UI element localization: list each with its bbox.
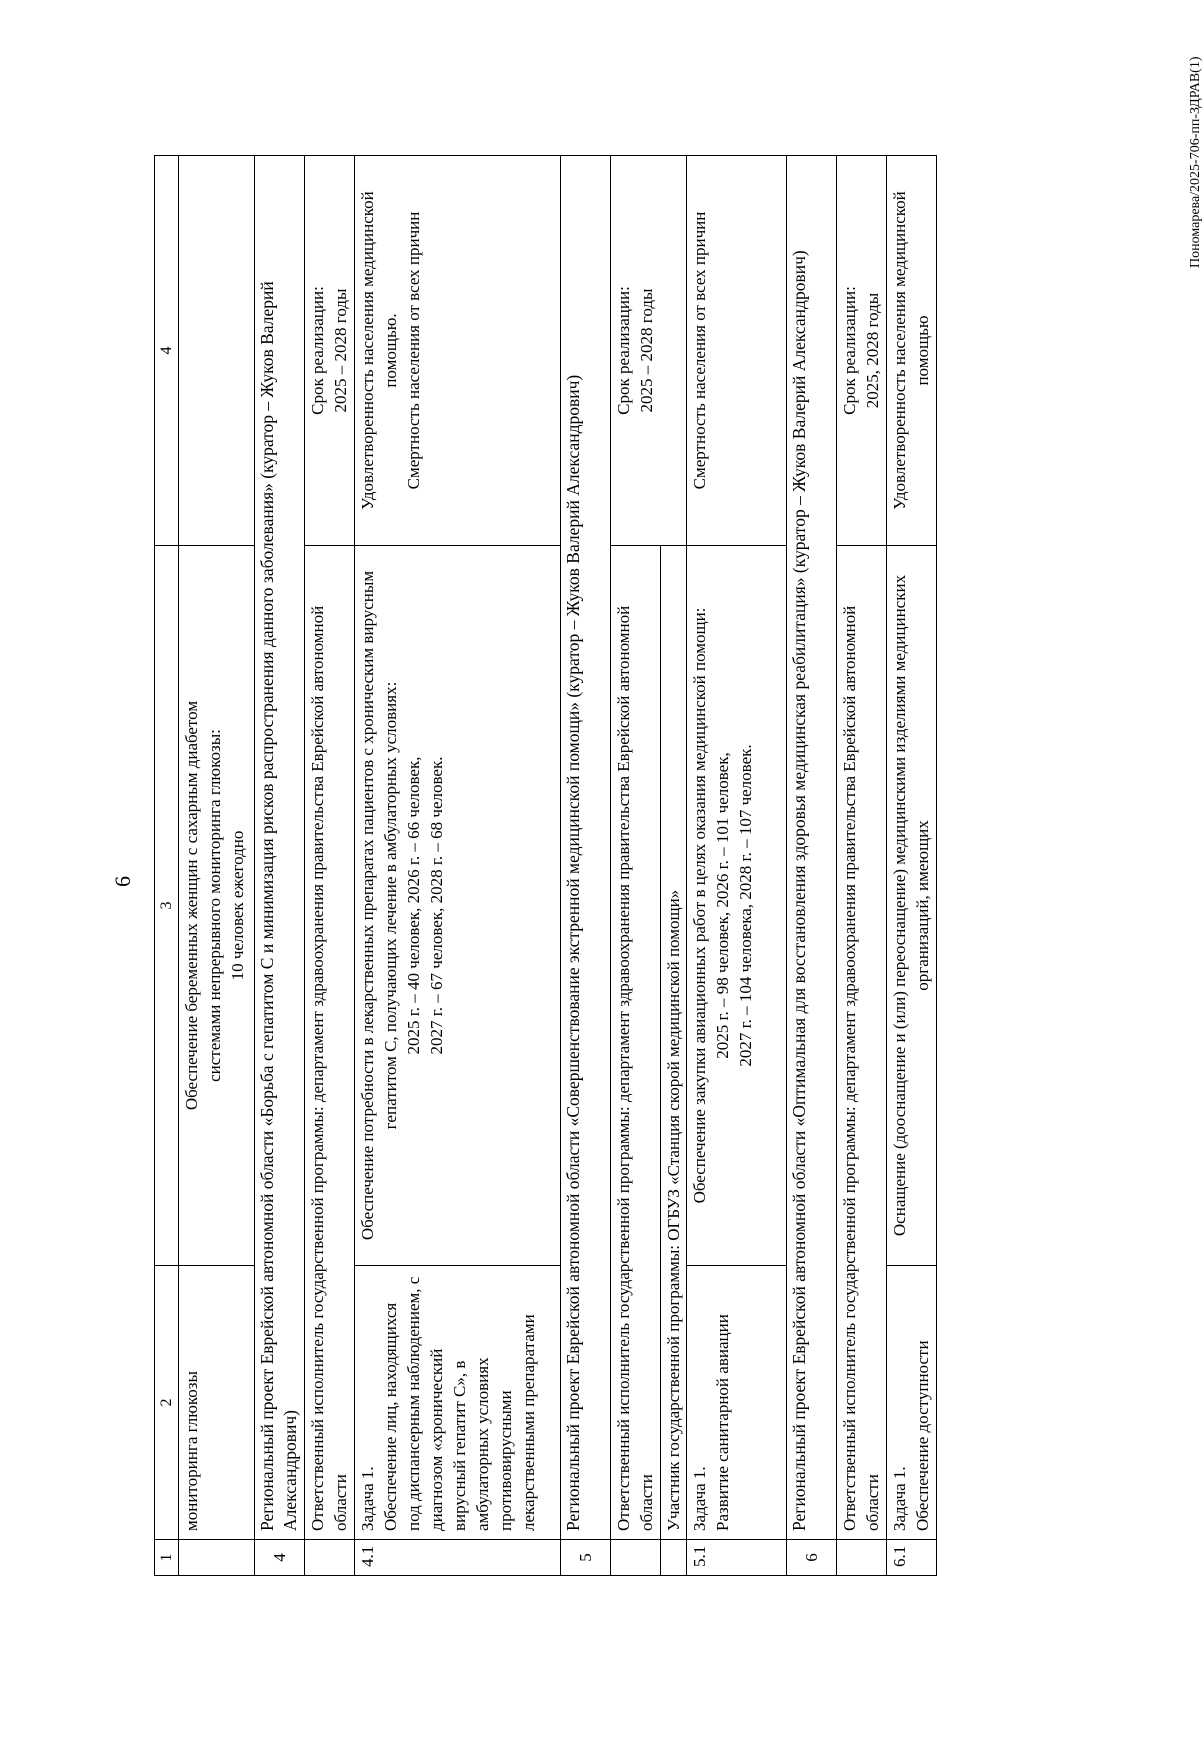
description-cell: Оснащение (дооснащение и (или) переоснащение) медицинскими изделиями медицинских организаций, имеющих	[887, 546, 937, 1266]
table-row-task-4-1	[355, 156, 561, 1576]
row-number: 4	[255, 1540, 305, 1576]
description-cell	[179, 546, 255, 1266]
program-participant: Участник государственной программы: ОГБУЗ «Станция скорой медицинской помощи»	[661, 546, 687, 1540]
page-number: 6	[110, 876, 135, 887]
row-number: 4.1	[355, 1540, 561, 1576]
table-header-row	[155, 156, 179, 1576]
table-row-project-6	[787, 156, 837, 1576]
row-number: 6.1	[887, 1540, 937, 1576]
task-cell: Задача 1. Развитие санитарной авиации	[687, 1266, 787, 1540]
header-col-3: 3	[155, 546, 179, 1266]
header-col-1: 1	[155, 1540, 179, 1576]
project-title: Региональный проект Еврейской автономной области «Оптимальная для восстановления здоровья медицинская реабилитация» (куратор – Жуков Валерий Александрович)	[787, 156, 837, 1540]
table-row-responsible	[305, 156, 355, 1576]
row-number-empty	[611, 1540, 661, 1576]
description-line: Обеспечение беременных женщин с сахарным диабетом	[182, 700, 201, 1111]
description-line: 10 человек ежегодно	[228, 830, 247, 981]
description-cell	[355, 546, 561, 1266]
implementation-term: Срок реализации: 2025 – 2028 годы	[305, 156, 355, 546]
table-row-project-5	[561, 156, 611, 1576]
indicator-cell: Смертность населения от всех причин	[687, 156, 787, 546]
project-title: Региональный проект Еврейской автономной области «Борьба с гепатитом С и минимизация рисков распространения данного заболевания» (куратор – Жуков Валерий Александрович)	[255, 156, 305, 1540]
task-cell: мониторинга глюкозы	[179, 1266, 255, 1540]
project-title: Региональный проект Еврейской автономной области «Совершенствование экстренной медицинской помощи» (куратор – Жуков Валерий Александрович)	[561, 156, 611, 1540]
table-row-task-5-1	[687, 156, 787, 1576]
indicator-cell: Удовлетворенность населения медицинской помощью	[887, 156, 937, 546]
row-number: 5	[561, 1540, 611, 1576]
task-cell: Задача 1. Обеспечение доступности	[887, 1266, 937, 1540]
row-number-empty	[305, 1540, 355, 1576]
table-row-continuation	[179, 156, 255, 1576]
description-figures: 2025 г. – 98 человек, 2026 г. – 101 человек, 2027 г. – 104 человека, 2028 г. – 107 человек.	[713, 744, 755, 1067]
row-number: 5.1	[687, 1540, 787, 1576]
table-row-responsible	[611, 156, 661, 1576]
table-row-task-6-1	[887, 156, 937, 1576]
description-text: Обеспечение потребности в лекарственных препаратах пациентов с хроническим вирусным гепатитом С, получающих лечение в амбулаторных условиях:	[358, 570, 400, 1241]
description-line: системами непрерывного мониторинга глюкозы:	[205, 729, 224, 1082]
row-number-empty	[179, 1540, 255, 1576]
header-col-2: 2	[155, 1266, 179, 1540]
description-cell	[687, 546, 787, 1266]
row-number: 6	[787, 1540, 837, 1576]
responsible-executor: Ответственный исполнитель государственной программы: департамент здравоохранения правительства Еврейской автономной области	[837, 546, 887, 1540]
row-number-empty	[661, 1540, 687, 1576]
header-col-4: 4	[155, 156, 179, 546]
document-footer-code: Пономарева/2025-706-пп-ЗДРАВ(1)	[1188, 56, 1203, 268]
responsible-executor: Ответственный исполнитель государственной программы: департамент здравоохранения правительства Еврейской автономной области	[611, 546, 661, 1540]
description-text: Обеспечение закупки авиационных работ в целях оказания медицинской помощи:	[690, 607, 709, 1204]
row-number-empty	[837, 1540, 887, 1576]
implementation-term: Срок реализации: 2025 – 2028 годы	[611, 156, 687, 546]
task-cell: Задача 1. Обеспечение лиц, находящихся под диспансерным наблюдением, с диагнозом «хронический вирусный гепатит С», в амбулаторных условиях противовирусными лекарственными препаратами	[355, 1266, 561, 1540]
responsible-executor: Ответственный исполнитель государственной программы: департамент здравоохранения правительства Еврейской автономной области	[305, 546, 355, 1540]
table-row-responsible	[837, 156, 887, 1576]
program-table	[154, 155, 937, 1576]
indicator-cell	[179, 156, 255, 546]
description-figures: 2025 г. – 40 человек, 2026 г. – 66 человек, 2027 г. – 67 человек, 2028 г. – 68 человек.	[404, 756, 446, 1055]
table-row-project-4	[255, 156, 305, 1576]
indicator-cell: Удовлетворенность населения медицинской помощью. Смертность населения от всех причин	[355, 156, 561, 546]
implementation-term: Срок реализации: 2025, 2028 годы	[837, 156, 887, 546]
